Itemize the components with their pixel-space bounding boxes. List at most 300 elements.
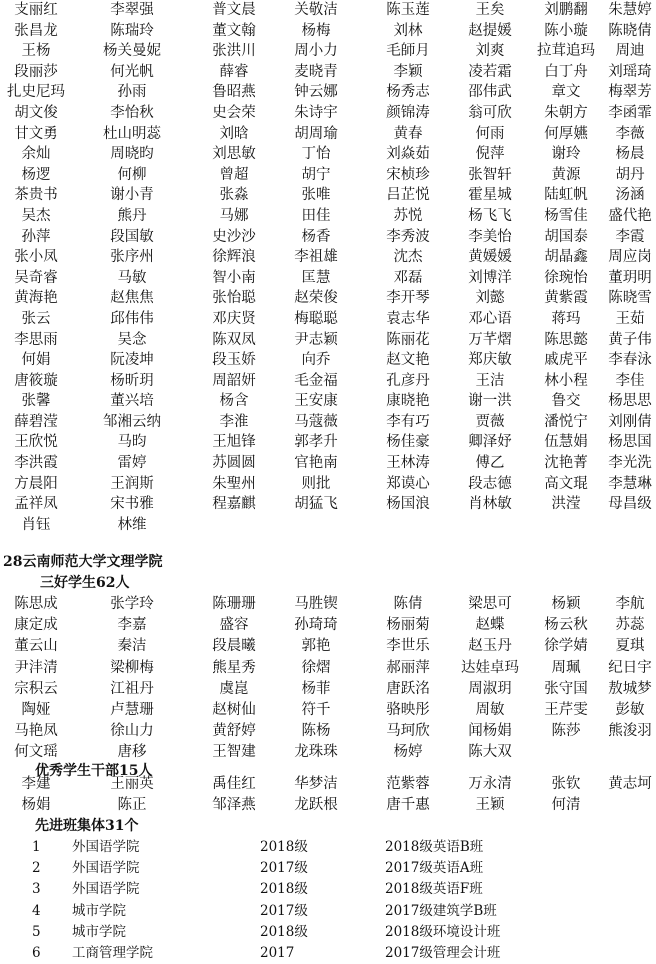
- student-name: 董玥明: [608, 269, 652, 286]
- student-name: 胡周瑜: [294, 125, 338, 142]
- student-name: 吴杰: [21, 207, 51, 224]
- student-name: 洪滢: [551, 496, 581, 513]
- student-name: 黄源: [551, 166, 581, 183]
- name-row: [0, 432, 656, 453]
- class-number: 6: [32, 945, 41, 961]
- student-name: 智小南: [212, 269, 256, 286]
- name-row: [0, 0, 656, 21]
- student-name: 李美怡: [468, 228, 512, 245]
- student-name: 张序州: [110, 249, 154, 266]
- student-name: 周韶妍: [212, 372, 256, 389]
- student-name: 刘爽: [475, 43, 505, 60]
- student-name: 何柳: [117, 166, 147, 183]
- class-name: 2018级英语B班: [385, 839, 484, 855]
- student-name: 李秀波: [386, 228, 430, 245]
- student-name: 刘焱茹: [386, 146, 430, 163]
- student-name: 陶娅: [21, 701, 51, 718]
- student-name: 范紫蓉: [386, 776, 430, 792]
- student-name: 黄媛媛: [468, 249, 512, 266]
- class-college: 城市学院: [72, 902, 126, 919]
- student-name: 支丽红: [14, 2, 58, 18]
- name-row: [0, 247, 656, 268]
- student-name: 王茹: [615, 310, 645, 327]
- student-name: 唐筱璇: [14, 372, 58, 389]
- class-number: 2: [32, 860, 41, 877]
- student-name: 陈玉莲: [386, 2, 430, 18]
- student-name: 孙琦琦: [294, 617, 338, 634]
- student-name: 胡晶鑫: [544, 249, 588, 266]
- student-name: 邓磊: [393, 269, 423, 286]
- student-name: 袁志华: [386, 310, 430, 327]
- student-name: 唐移: [117, 744, 147, 761]
- name-row: [0, 206, 656, 227]
- student-name: 邵伟武: [468, 84, 512, 101]
- student-name: 薛碧滢: [14, 413, 58, 430]
- student-name: 张怡聪: [212, 290, 256, 307]
- student-name: 邓心语: [468, 310, 512, 327]
- student-name: 黄春: [393, 125, 423, 142]
- student-name: 扎史尼玛: [7, 84, 65, 101]
- student-name: 徐琬怡: [544, 269, 588, 286]
- student-name: 杨思国: [608, 434, 652, 451]
- student-name: 刘瑶琦: [608, 63, 652, 80]
- student-name: 陈杨: [301, 723, 331, 740]
- student-name: 万芊熠: [468, 331, 512, 348]
- name-row: [0, 21, 656, 42]
- name-row: [0, 288, 656, 309]
- student-name: 倪萍: [475, 146, 505, 163]
- student-name: 张守国: [544, 680, 588, 697]
- student-name: 董文翰: [212, 22, 256, 39]
- student-name: 王智建: [212, 744, 256, 761]
- student-name: 母昌级: [608, 496, 652, 513]
- name-row: [0, 494, 656, 515]
- name-row: [0, 391, 656, 412]
- student-name: 黄舒婷: [212, 723, 256, 740]
- student-name: 苏圆圆: [212, 455, 256, 472]
- name-row: [0, 165, 656, 186]
- student-name: 林小程: [544, 372, 588, 389]
- student-name: 邓庆贤: [212, 310, 256, 327]
- student-name: 胡猛飞: [294, 496, 338, 513]
- student-name: 陈思懿: [544, 331, 588, 348]
- student-name: 徐辉浪: [212, 249, 256, 266]
- student-name: 丁怡: [301, 146, 331, 163]
- name-row: [0, 658, 656, 679]
- student-name: 周敏: [475, 701, 505, 718]
- name-row: [0, 774, 656, 795]
- student-name: 何文瑶: [14, 744, 58, 761]
- student-name: 赵树仙: [212, 701, 256, 718]
- student-name: 段玉娇: [212, 352, 256, 369]
- student-name: 赵焦焦: [110, 290, 154, 307]
- student-name: 凌若霜: [468, 63, 512, 80]
- student-name: 李洪霞: [14, 455, 58, 472]
- class-row: [0, 836, 656, 858]
- student-name: 赵蝶: [475, 617, 505, 634]
- student-name: 曾超: [219, 166, 249, 183]
- student-name: 张智轩: [468, 166, 512, 183]
- student-name: 马娜: [219, 207, 249, 224]
- student-name: 周小力: [294, 43, 338, 60]
- name-row: [0, 700, 656, 721]
- student-name: 李慧琳: [608, 475, 652, 492]
- student-name: 赵玉丹: [468, 638, 512, 655]
- name-row: [0, 350, 656, 371]
- student-name: 陈大双: [468, 744, 512, 761]
- student-name: 吴念: [117, 331, 147, 348]
- student-name: 伍慧娟: [544, 434, 588, 451]
- student-name: 闻杨娟: [468, 723, 512, 740]
- student-name: 王安康: [294, 393, 338, 410]
- student-name: 盛代艳: [608, 207, 652, 224]
- student-name: 麦晓青: [294, 63, 338, 80]
- student-name: 周晓昀: [110, 146, 154, 163]
- cadre-title: 优秀学生干部15人: [35, 763, 153, 779]
- student-name: 孔彦丹: [386, 372, 430, 389]
- student-name: 杨国浪: [386, 496, 430, 513]
- student-name: 康晓艳: [386, 393, 430, 410]
- student-name: 傅乙: [475, 455, 505, 472]
- student-name: 鲁昭燕: [212, 84, 256, 101]
- student-name: 沈艳菁: [544, 455, 588, 472]
- student-name: 刘懿: [475, 290, 505, 307]
- sanhao-title: 三好学生62人: [40, 575, 130, 591]
- student-name: 王矣: [475, 2, 505, 18]
- student-name: 吕芷悦: [386, 187, 430, 204]
- name-row: [0, 721, 656, 742]
- student-name: 孟祥凤: [14, 496, 58, 513]
- student-name: 符千: [301, 701, 331, 718]
- student-name: 陈思成: [14, 596, 58, 612]
- student-name: 赵荣俊: [294, 290, 338, 307]
- student-name: 黄志坷: [608, 776, 652, 792]
- student-name: 何厚嬿: [544, 125, 588, 142]
- student-name: 贾薇: [475, 413, 505, 430]
- name-row: [0, 371, 656, 392]
- student-name: 李淮: [219, 413, 249, 430]
- student-name: 雷婷: [117, 455, 147, 472]
- student-name: 杨丽菊: [386, 617, 430, 634]
- student-name: 杨秀志: [386, 84, 430, 101]
- class-grade: 2017: [260, 945, 295, 961]
- student-name: 唐千惠: [386, 797, 430, 814]
- student-name: 李嘉: [117, 617, 147, 634]
- student-name: 翁可欣: [468, 104, 512, 121]
- student-name: 史沙沙: [212, 228, 256, 245]
- student-name: 王林涛: [386, 455, 430, 472]
- student-name: 段晨曦: [212, 638, 256, 655]
- student-name: 史会荣: [212, 104, 256, 121]
- student-name: 秦洁: [117, 638, 147, 655]
- student-name: 颜锦涛: [386, 104, 430, 121]
- student-name: 陈丽花: [386, 331, 430, 348]
- student-name: 霍星城: [468, 187, 512, 204]
- student-name: 张云: [21, 310, 51, 327]
- student-name: 胡宁: [301, 166, 331, 183]
- class-number: 4: [32, 902, 41, 919]
- student-name: 卿泽妤: [468, 434, 512, 451]
- student-name: 普文晨: [212, 2, 256, 18]
- student-name: 敖城梦: [608, 680, 652, 697]
- student-name: 龙跃根: [294, 797, 338, 814]
- student-name: 杨飞飞: [468, 207, 512, 224]
- student-name: 李薇: [615, 125, 645, 142]
- student-name: 刘思敏: [212, 146, 256, 163]
- student-name: 李建: [21, 776, 51, 792]
- student-name: 段丽莎: [14, 63, 58, 80]
- student-name: 胡文俊: [14, 104, 58, 121]
- student-name: 赵提媛: [468, 22, 512, 39]
- student-name: 杨云秋: [544, 617, 588, 634]
- name-row: [0, 474, 656, 495]
- class-grade: 2018级: [260, 923, 308, 940]
- name-row: [0, 144, 656, 165]
- student-name: 王旭锋: [212, 434, 256, 451]
- student-name: 邹泽燕: [212, 797, 256, 814]
- student-name: 刘林: [393, 22, 423, 39]
- student-name: 沈杰: [393, 249, 423, 266]
- class-name: 2018级英语F班: [385, 881, 483, 898]
- student-name: 刘刚倩: [608, 413, 652, 430]
- student-name: 阮凌坤: [110, 352, 154, 369]
- class-number: 1: [32, 839, 41, 855]
- student-name: 张馨: [21, 393, 51, 410]
- student-name: 戚虎平: [544, 352, 588, 369]
- student-name: 杨菲: [301, 680, 331, 697]
- student-name: 盛容: [219, 617, 249, 634]
- student-name: 邹湘云纳: [103, 413, 161, 430]
- student-name: 陈小璇: [544, 22, 588, 39]
- student-name: 谢小青: [110, 187, 154, 204]
- student-name: 张小凤: [14, 249, 58, 266]
- class-row: [0, 942, 656, 964]
- student-name: 李思雨: [14, 331, 58, 348]
- student-name: 高文琨: [544, 475, 588, 492]
- student-name: 李春泳: [608, 352, 652, 369]
- student-name: 李开琴: [386, 290, 430, 307]
- student-name: 马胜锲: [294, 596, 338, 612]
- class-name: 2017级管理会计班: [385, 945, 501, 961]
- name-row: [0, 82, 656, 103]
- class-number: 5: [32, 923, 41, 940]
- student-name: 刘博洋: [468, 269, 512, 286]
- student-name: 刘鹏翻: [544, 2, 588, 18]
- student-name: 李航: [615, 596, 645, 612]
- student-name: 杨晨: [615, 146, 645, 163]
- student-name: 骆映彤: [386, 701, 430, 718]
- name-row: [0, 268, 656, 289]
- student-name: 王欣悦: [14, 434, 58, 451]
- student-name: 王丽英: [110, 776, 154, 792]
- name-grid-cadre: [0, 774, 656, 816]
- student-name: 李霞: [615, 228, 645, 245]
- student-name: 董云山: [14, 638, 58, 655]
- class-college: 外国语学院: [72, 881, 140, 898]
- student-name: 杨佳豪: [386, 434, 430, 451]
- student-name: 周淑玥: [468, 680, 512, 697]
- name-row: [0, 124, 656, 145]
- student-name: 李函霏: [608, 104, 652, 121]
- student-name: 章文: [551, 84, 581, 101]
- class-row: [0, 857, 656, 879]
- name-row: [0, 412, 656, 433]
- student-name: 王颖: [475, 797, 505, 814]
- student-name: 徐熠: [301, 659, 331, 676]
- student-name: 张学玲: [110, 596, 154, 612]
- student-name: 马蔻薇: [294, 413, 338, 430]
- student-name: 尹沣清: [14, 659, 58, 676]
- student-name: 熊浚羽: [608, 723, 652, 740]
- class-grade: 2017级: [260, 860, 308, 877]
- student-name: 张钦: [551, 776, 581, 792]
- student-name: 甘文勇: [14, 125, 58, 142]
- student-name: 杨雪佳: [544, 207, 588, 224]
- student-name: 薛睿: [219, 63, 249, 80]
- student-name: 关敬洁: [294, 2, 338, 18]
- student-name: 夏琪: [615, 638, 645, 655]
- student-name: 宋桢珍: [386, 166, 430, 183]
- student-name: 王杨: [21, 43, 51, 60]
- student-name: 杨颖: [551, 596, 581, 612]
- student-name: 陈晓倩: [608, 22, 652, 39]
- student-name: 徐山力: [110, 723, 154, 740]
- student-name: 杨婷: [393, 744, 423, 761]
- student-name: 段志德: [468, 475, 512, 492]
- student-name: 徐学婧: [544, 638, 588, 655]
- class-name: 2018级环境设计班: [385, 923, 501, 940]
- student-name: 谢一洪: [468, 393, 512, 410]
- student-name: 虞崑: [219, 680, 249, 697]
- student-name: 杨逻: [21, 166, 51, 183]
- student-name: 杨娟: [21, 797, 51, 814]
- student-name: 向乔: [301, 352, 331, 369]
- student-name: 余灿: [21, 146, 51, 163]
- student-name: 杨梅: [301, 22, 331, 39]
- student-name: 陈倩: [393, 596, 423, 612]
- class-name: 2017级英语A班: [385, 860, 484, 877]
- student-name: 林维: [117, 516, 147, 533]
- class-row: [0, 921, 656, 943]
- student-name: 唐跃洺: [386, 680, 430, 697]
- student-name: 李世乐: [386, 638, 430, 655]
- college-title: 28云南师范大学文理学院: [3, 554, 163, 570]
- student-name: 则批: [301, 475, 331, 492]
- student-name: 卢慧珊: [110, 701, 154, 718]
- name-row: [0, 515, 656, 536]
- student-name: 邱伟伟: [110, 310, 154, 327]
- student-name: 段国敏: [110, 228, 154, 245]
- student-name: 孙萍: [21, 228, 51, 245]
- student-name: 苏蕊: [615, 617, 645, 634]
- student-name: 钟云娜: [294, 84, 338, 101]
- student-name: 吴奇睿: [14, 269, 58, 286]
- name-row: [0, 103, 656, 124]
- student-name: 郝丽萍: [386, 659, 430, 676]
- student-name: 杨关曼妮: [103, 43, 161, 60]
- student-name: 匡慧: [301, 269, 331, 286]
- student-name: 周珮: [551, 659, 581, 676]
- student-name: 李怡秋: [110, 104, 154, 121]
- student-name: 陈瑞玲: [110, 22, 154, 39]
- student-name: 梅聪聪: [294, 310, 338, 327]
- student-name: 张洪川: [212, 43, 256, 60]
- class-grade: 2018级: [260, 839, 308, 855]
- name-row: [0, 679, 656, 700]
- student-name: 龙珠珠: [294, 744, 338, 761]
- student-name: 李佳: [615, 372, 645, 389]
- student-name: 李翠强: [110, 2, 154, 18]
- class-number: 3: [32, 881, 41, 898]
- name-row: [0, 330, 656, 351]
- student-name: 官艳南: [294, 455, 338, 472]
- student-name: 杨香: [301, 228, 331, 245]
- name-row: [0, 615, 656, 636]
- student-name: 陈莎: [551, 723, 581, 740]
- student-name: 梁柳梅: [110, 659, 154, 676]
- student-name: 潘悦宁: [544, 413, 588, 430]
- student-name: 赵文艳: [386, 352, 430, 369]
- class-grade: 2018级: [260, 881, 308, 898]
- student-name: 方晨阳: [14, 475, 58, 492]
- student-name: 马珂欣: [386, 723, 430, 740]
- name-row: [0, 227, 656, 248]
- student-name: 陈珊珊: [212, 596, 256, 612]
- name-row: [0, 62, 656, 83]
- name-row: [0, 594, 656, 615]
- student-name: 茶贵书: [14, 187, 58, 204]
- student-name: 尹志颖: [294, 331, 338, 348]
- student-name: 王洁: [475, 372, 505, 389]
- student-name: 程嘉麒: [212, 496, 256, 513]
- student-name: 杨昕玥: [110, 372, 154, 389]
- student-name: 胡丹: [615, 166, 645, 183]
- class-college: 外国语学院: [72, 839, 140, 855]
- student-name: 纪日宇: [608, 659, 652, 676]
- name-row: [0, 795, 656, 816]
- student-name: 梅翠芳: [608, 84, 652, 101]
- student-name: 朱诗宇: [294, 104, 338, 121]
- student-name: 王芹雯: [544, 701, 588, 718]
- student-name: 熊丹: [117, 207, 147, 224]
- student-name: 李光洗: [608, 455, 652, 472]
- student-name: 朱朝方: [544, 104, 588, 121]
- student-name: 周迪: [615, 43, 645, 60]
- student-name: 朱聖州: [212, 475, 256, 492]
- student-name: 禹佳红: [212, 776, 256, 792]
- student-name: 王润斯: [110, 475, 154, 492]
- student-name: 梁思可: [468, 596, 512, 612]
- student-name: 汤涵: [615, 187, 645, 204]
- student-name: 董兴培: [110, 393, 154, 410]
- student-name: 陈晓雪: [608, 290, 652, 307]
- name-row: [0, 636, 656, 657]
- name-row: [0, 309, 656, 330]
- student-name: 朱慧婷: [608, 2, 652, 18]
- student-name: 周应岗: [608, 249, 652, 266]
- student-name: 陈正: [117, 797, 147, 814]
- student-name: 杨含: [219, 393, 249, 410]
- student-name: 拉茸追玛: [537, 43, 595, 60]
- student-name: 陈双凤: [212, 331, 256, 348]
- student-name: 孙雨: [117, 84, 147, 101]
- student-name: 肖钰: [21, 516, 51, 533]
- student-name: 张唯: [301, 187, 331, 204]
- student-name: 何清: [551, 797, 581, 814]
- student-name: 何娟: [21, 352, 51, 369]
- student-name: 李祖雄: [294, 249, 338, 266]
- class-row: [0, 878, 656, 900]
